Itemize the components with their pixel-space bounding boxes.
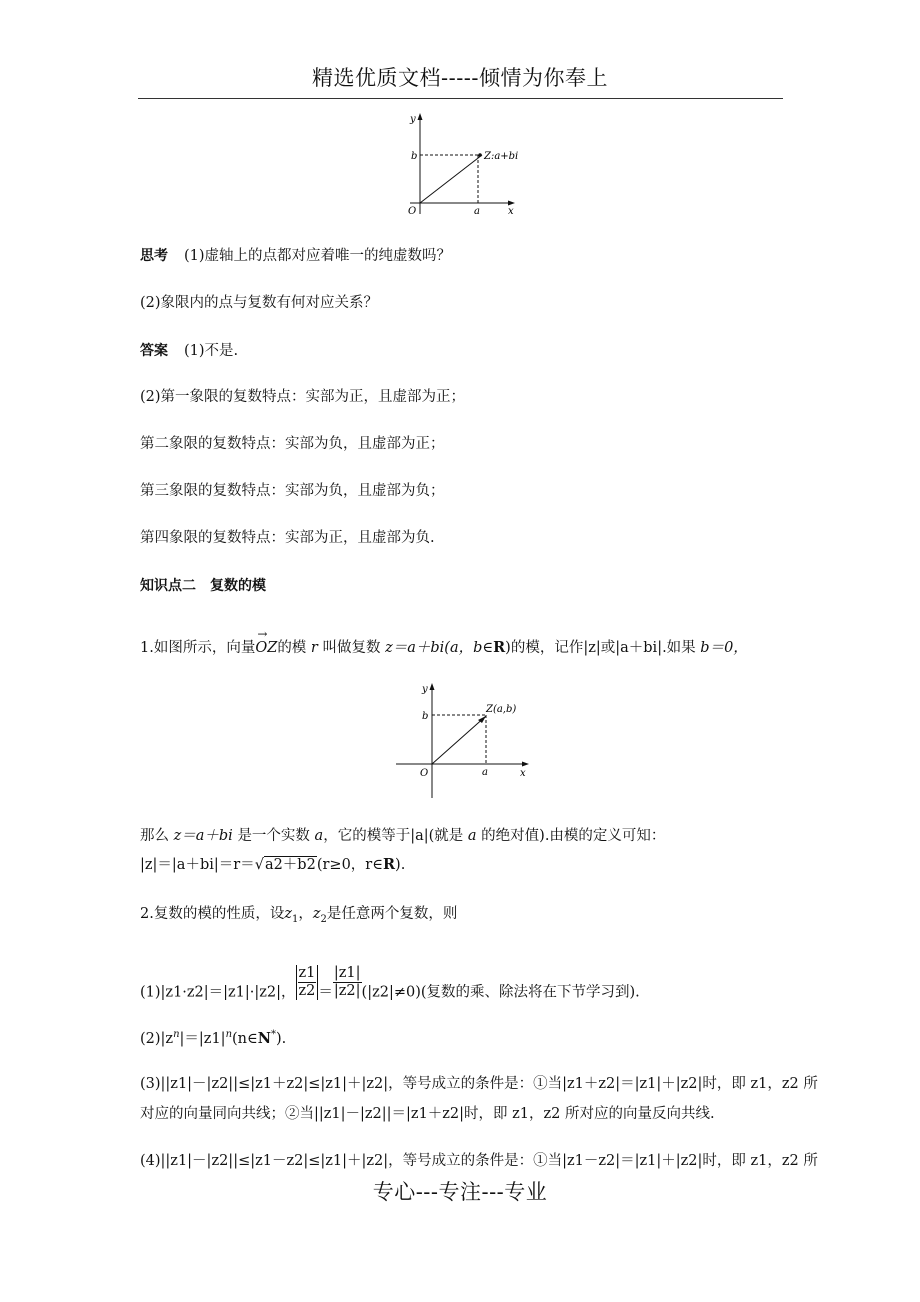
answer-a1-text: (1)不是. [184,343,239,359]
p1-text-4: z＝a＋bi(a，b∈ [385,640,494,656]
p6-star: * [271,1029,277,1040]
p1-text-5: )的模，记作|z|或|a＋bi|.如果 [505,640,696,656]
y-axis-label: y [410,114,416,125]
vector-oz-label: OZ [255,640,278,656]
p1-text-3: 叫做复数 [322,640,381,656]
p4-text-3: 是任意两个复数，则 [326,906,458,922]
header-divider [138,98,783,99]
p1-text-6: b＝0， [700,640,748,656]
fraction-1-numerator: z1 [298,965,316,981]
x-axis-label: x [508,206,514,217]
page-header: 精选优质文档-----倾情为你奉上 [312,66,608,90]
answer-label: 答案 [140,343,168,359]
origin-label: O [420,768,429,779]
think-q1-text: (1)虚轴上的点都对应着唯一的纯虚数吗？ [184,248,452,264]
p3-text-3: ). [395,857,406,873]
p6-text-5: ). [276,1030,287,1047]
answer-2: (2)第一象限的复数特点：实部为正，且虚部为正； [140,389,466,405]
modulus-formula [140,855,405,875]
p3-real-set: R [382,856,396,873]
p6-sup-1: n [173,1029,180,1040]
p1-r: r [310,640,318,656]
p4-z1-sub: 1 [291,913,299,925]
paragraph-modulus-definition [140,627,748,658]
property-4-line-1: (4)||z1|－|z2||≤|z1－z2|≤|z1|＋|z2|，等号成立的条件是：①当|z1－z2|＝|z1|＋|z2|时，即 z1，z2 所 [140,1153,818,1169]
p2-text-5: ，它的模等于|a|(就是 [323,828,464,844]
p5-text-2: (|z2|≠0)(复数的乘、除法将在下节学习到). [361,984,640,1001]
p5-equals: ＝ [318,984,333,1001]
b-label: b [422,711,429,722]
page-footer: 专心---专注---专业 [372,1180,548,1204]
p3-text-1: |z|＝|a＋bi|＝r＝ [140,857,255,873]
p1-text-1: 1.如图所示，向量 [140,640,256,656]
p6-text-3: (n∈ [232,1030,258,1047]
answer-1 [140,341,238,361]
answer-4: 第三象限的复数特点：实部为负，且虚部为负； [140,483,445,499]
p6-sup-2: n [225,1029,233,1040]
p6-natural-set: N [257,1029,272,1047]
y-axis-label: y [422,684,428,695]
answer-3: 第二象限的复数特点：实部为负，且虚部为正； [140,436,445,452]
complex-plane-figure-2 [392,680,542,802]
origin-label: O [408,206,417,217]
property-3-line-1: (3)||z1|－|z2||≤|z1＋z2|≤|z1|＋|z2|，等号成立的条件是：①当|z1＋z2|＝|z1|＋|z2|时，即 z1，z2 所 [140,1076,818,1092]
p4-z2-sub: 2 [320,913,327,925]
think-question-2: (2)象限内的点与复数有何对应关系？ [140,295,379,311]
vector-arrow-icon: → [257,627,268,641]
p2-text-3: 是一个实数 [237,828,310,844]
fraction-2-numerator: |z1| [333,965,361,981]
a-label: a [482,767,488,778]
vector-oz [255,627,278,658]
sqrt-icon: √ [254,857,264,873]
section-title: 知识点二 复数的模 [140,578,266,594]
think-label: 思考 [140,248,168,264]
p3-text-2: (r≥0，r∈ [316,857,383,873]
p2-text-2: z＝a＋bi [173,828,233,844]
p6-text-2: |＝|z1| [179,1030,226,1047]
p2-text-7: 的绝对值).由模的定义可知： [481,828,666,844]
p2-text-4: a [314,828,324,844]
property-1 [140,965,640,1010]
fraction-1-denominator: z2 [298,983,316,999]
point-label: Z(a,b) [486,704,517,715]
fraction-2-denominator: |z2| [333,983,361,999]
property-2 [140,1025,286,1049]
property-3-line-2: 对应的向量同向共线；②当||z1|－|z2||＝|z1＋z2|时，即 z1，z2 所对应的向量反向共线. [140,1106,715,1122]
abs-fraction-1 [296,965,319,1000]
x-axis-label: x [520,768,526,779]
think-question-1 [140,246,451,266]
p4-z2: z [312,906,321,922]
p5-text-1: (1)|z1·z2|＝|z1|·|z2|， [140,984,296,1001]
b-label: b [411,151,418,162]
sqrt-radicand: a2＋b2 [264,857,316,873]
properties-intro [140,904,457,930]
p4-z1: z [284,906,292,922]
p2-text-6: a [467,828,477,844]
a-label: a [474,206,480,217]
p1-real-set: R [493,639,506,656]
paragraph-real-case [140,826,665,846]
p1-text-2: 的模 [277,640,307,656]
p2-text-1: 那么 [140,828,169,844]
answer-5: 第四象限的复数特点：实部为正，且虚部为负. [140,530,435,546]
complex-plane-figure-1 [380,110,530,222]
p6-text-1: (2)|z [140,1030,174,1047]
p4-text-1: 2.复数的模的性质，设 [140,906,285,922]
point-label: Z:a+bi [484,151,519,162]
p4-text-2: ， [298,906,313,922]
